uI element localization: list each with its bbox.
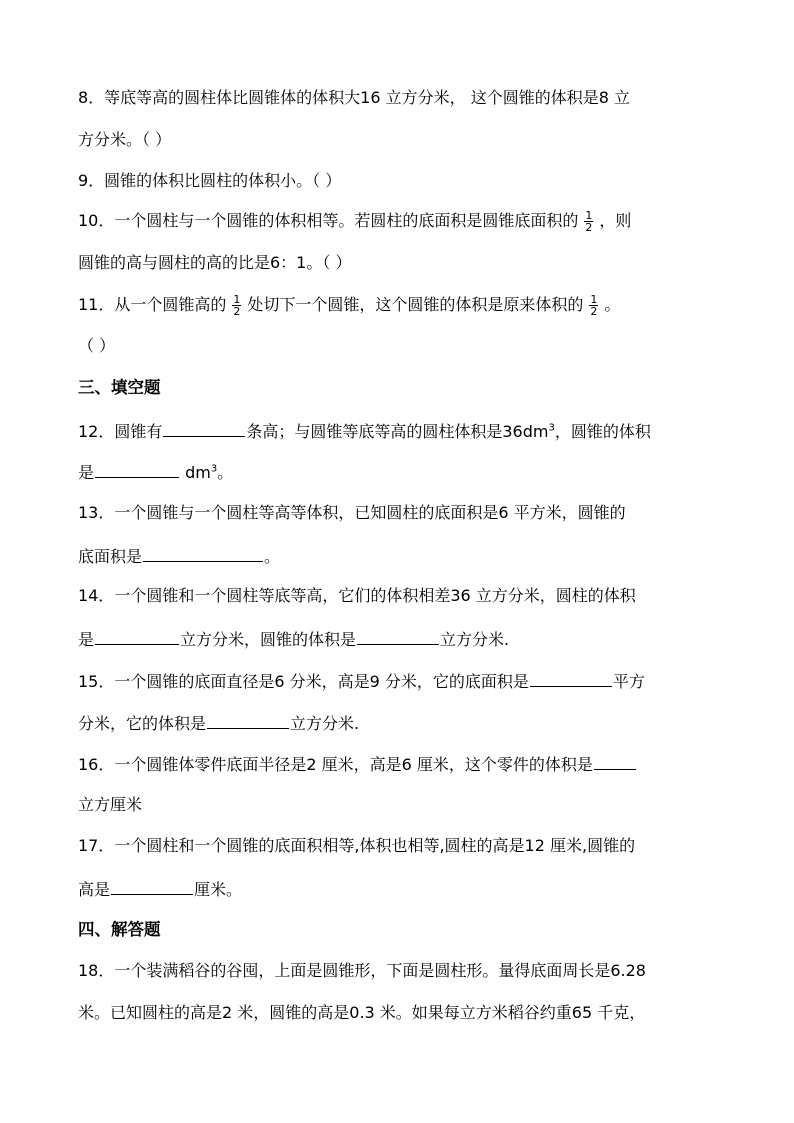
answer-blank[interactable] (207, 712, 289, 729)
question-13-line-2: 底面积是 。 (78, 547, 281, 566)
question-8-line-1: 8．等底等高的圆柱体比圆锥体的体积大16 立方分米， 这个圆锥的体积是8 立 (78, 88, 630, 107)
question-11-line-2: （ ） (78, 336, 116, 355)
question-14-line-2: 是 立方分米，圆锥的体积是 立方分米. (78, 630, 510, 649)
question-16-line-1: 16．一个圆锥体零件底面半径是2 厘米，高是6 厘米，这个零件的体积是 (78, 753, 637, 775)
answer-blank[interactable] (143, 545, 263, 562)
question-10-line-2: 圆锥的高与圆柱的高的比是6：1。（ ） (78, 253, 352, 272)
question-12-line-2: 是 $dm^3$。 (78, 463, 234, 482)
fraction-one-half: $\frac{1}{2}$ (233, 293, 241, 318)
question-11-line-1: 11．从一个圆锥高的 $\frac{1}{2}$ 处切下一个圆锥，这个圆锥的体积是原来体积的 $\frac{1}{2}$ 。 (78, 293, 621, 318)
question-14-line-1: 14．一个圆锥和一个圆柱等底等高，它们的体积相差36 立方分米，圆柱的体积 (78, 586, 636, 605)
answer-blank[interactable] (95, 628, 179, 645)
answer-blank[interactable] (357, 628, 439, 645)
question-18-line-1: 18．一个装满稻谷的谷囤，上面是圆锥形，下面是圆柱形。量得底面周长是6.28 (78, 961, 646, 980)
question-16-line-2: 立方厘米 (78, 795, 143, 814)
fraction-one-half: $\frac{1}{2}$ (585, 209, 593, 234)
answer-blank[interactable] (594, 753, 636, 770)
answer-blank[interactable] (530, 670, 612, 687)
section-heading-solve: 四、解答题 (78, 920, 161, 939)
section-heading-fill-in: 三、填空题 (78, 378, 161, 397)
question-10-line-1: 10．一个圆柱与一个圆锥的体积相等。若圆柱的底面积是圆锥底面积的 $\frac{1}{2}$ ，则 (78, 209, 632, 234)
question-8-line-2: 方分米。（ ） (78, 130, 172, 149)
fraction-one-half: $\frac{1}{2}$ (590, 293, 598, 318)
answer-blank[interactable] (163, 420, 245, 437)
question-12-line-1: 12．圆锥有 条高；与圆锥等底等高的圆柱体积是$36dm^3$，圆锥的体积 (78, 422, 651, 441)
question-13-line-1: 13．一个圆锥与一个圆柱等高等体积，已知圆柱的底面积是6 平方米，圆锥的 (78, 503, 626, 522)
question-15-line-2: 分米，它的体积是 立方分米. (78, 714, 360, 733)
answer-blank[interactable] (95, 461, 179, 478)
question-18-line-2: 米。已知圆柱的高是2 米，圆锥的高是0.3 米。如果每立方米稻谷约重65 千克， (78, 1003, 646, 1022)
answer-blank[interactable] (111, 878, 193, 895)
question-15-line-1: 15．一个圆锥的底面直径是6 分米，高是9 分米，它的底面积是 平方 (78, 672, 645, 691)
question-17-line-2: 高是 厘米。 (78, 880, 243, 899)
question-9: 9．圆锥的体积比圆柱的体积小。（ ） (78, 171, 342, 190)
question-17-line-1: 17．一个圆柱和一个圆锥的底面积相等,体积也相等,圆柱的高是12 厘米,圆锥的 (78, 836, 636, 855)
